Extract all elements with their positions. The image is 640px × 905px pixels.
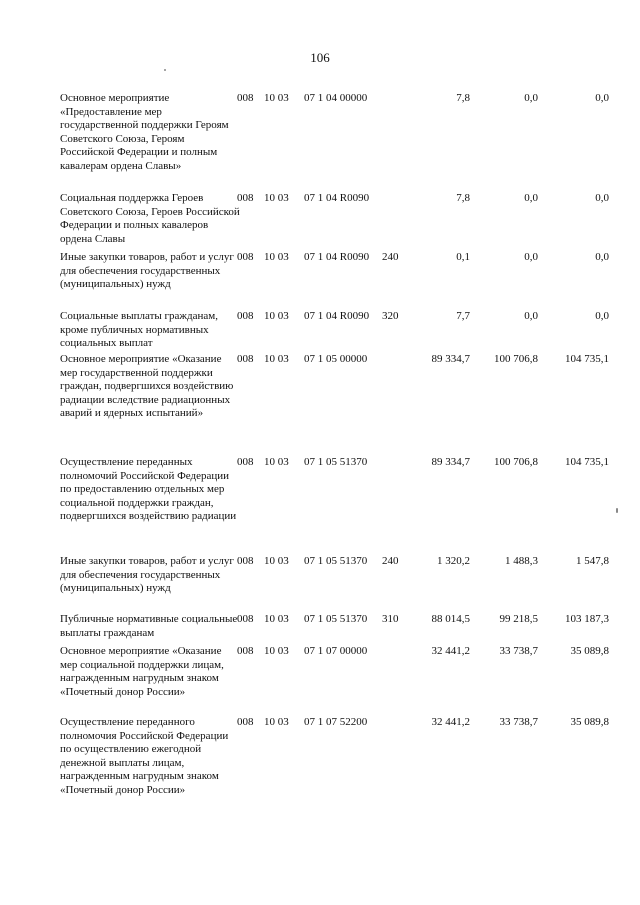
target-article-code: 07 1 07 00000 [304, 645, 368, 657]
target-article-code: 07 1 04 R0090 [304, 251, 370, 263]
row-name: Осуществление переданных полномочий Российской Федерации по предоставлению отдельных мер социальной поддержки граждан, подвергшихся воздействию радиации [60, 456, 237, 523]
section-code: 10 03 [264, 92, 289, 104]
row-name: Иные закупки товаров, работ и услуг для обеспечения государственных (муниципальных) нужд [60, 555, 234, 595]
target-article-code: 07 1 05 51370 [304, 555, 368, 567]
ministry-code: 008 [237, 555, 254, 567]
scan-speck [616, 508, 618, 513]
amount-2023: 0,1 [456, 251, 470, 263]
amount-2025: 0,0 [595, 92, 609, 104]
ministry-code: 008 [237, 310, 254, 322]
expense-type-code: 310 [382, 613, 399, 625]
amount-2024: 100 706,8 [494, 353, 538, 365]
row-name: Основное мероприятие «Оказание мер государственной поддержки граждан, подвергшихся воздействию радиации вследствие радиационных аварий и ядерных испытаний» [60, 353, 234, 420]
ministry-code: 008 [237, 192, 254, 204]
row-name: Основное мероприятие «Оказание мер социальной поддержки лицам, награжденным нагрудным знаком «Почетный донор России» [60, 645, 224, 698]
expense-type-code: 240 [382, 555, 399, 567]
amount-2024: 1 488,3 [505, 555, 538, 567]
target-article-code: 07 1 04 R0090 [304, 310, 370, 322]
amount-2023: 32 441,2 [431, 716, 470, 728]
expense-type-code: 320 [382, 310, 399, 322]
amount-2025: 35 089,8 [570, 716, 609, 728]
ministry-code: 008 [237, 613, 254, 625]
amount-2025: 35 089,8 [570, 645, 609, 657]
target-article-code: 07 1 04 R0090 [304, 192, 370, 204]
amount-2025: 104 735,1 [565, 353, 609, 365]
ministry-code: 008 [237, 92, 254, 104]
amount-2025: 0,0 [595, 310, 609, 322]
target-article-code: 07 1 05 00000 [304, 353, 368, 365]
amount-2024: 0,0 [524, 92, 538, 104]
ministry-code: 008 [237, 353, 254, 365]
row-name: Социальная поддержка Героев Советского Союза, Героев Российской Федерации и полных кавалеров ордена Славы [60, 192, 240, 245]
amount-2025: 0,0 [595, 192, 609, 204]
row-name: Иные закупки товаров, работ и услуг для обеспечения государственных (муниципальных) нужд [60, 251, 234, 291]
ministry-code: 008 [237, 251, 254, 263]
amount-2023: 7,7 [456, 310, 470, 322]
page-number: 106 [310, 50, 330, 65]
target-article-code: 07 1 05 51370 [304, 613, 368, 625]
amount-2024: 33 738,7 [499, 645, 538, 657]
amount-2025: 104 735,1 [565, 456, 609, 468]
amount-2025: 1 547,8 [576, 555, 609, 567]
section-code: 10 03 [264, 645, 289, 657]
amount-2023: 7,8 [456, 92, 470, 104]
amount-2024: 0,0 [524, 251, 538, 263]
scan-speck [164, 69, 166, 71]
section-code: 10 03 [264, 353, 289, 365]
section-code: 10 03 [264, 251, 289, 263]
ministry-code: 008 [237, 716, 254, 728]
amount-2023: 88 014,5 [431, 613, 470, 625]
amount-2024: 33 738,7 [499, 716, 538, 728]
row-name: Осуществление переданного полномочия Российской Федерации по осуществлению ежегодной денежной выплаты лицам, награжденным нагрудным знаком «Почетный донор России» [60, 716, 229, 796]
amount-2023: 32 441,2 [431, 645, 470, 657]
section-code: 10 03 [264, 716, 289, 728]
section-code: 10 03 [264, 456, 289, 468]
target-article-code: 07 1 05 51370 [304, 456, 368, 468]
target-article-code: 07 1 04 00000 [304, 92, 368, 104]
amount-2023: 1 320,2 [437, 555, 470, 567]
amount-2024: 0,0 [524, 192, 538, 204]
amount-2024: 99 218,5 [499, 613, 538, 625]
amount-2023: 7,8 [456, 192, 470, 204]
amount-2025: 0,0 [595, 251, 609, 263]
section-code: 10 03 [264, 310, 289, 322]
ministry-code: 008 [237, 456, 254, 468]
amount-2024: 0,0 [524, 310, 538, 322]
ministry-code: 008 [237, 645, 254, 657]
row-name: Социальные выплаты гражданам, кроме публичных нормативных социальных выплат [60, 310, 218, 350]
row-name: Публичные нормативные социальные выплаты гражданам [60, 613, 238, 639]
section-code: 10 03 [264, 555, 289, 567]
expense-type-code: 240 [382, 251, 399, 263]
amount-2025: 103 187,3 [565, 613, 609, 625]
row-name: Основное мероприятие «Предоставление мер государственной поддержки Героям Советского Союза, Героям Российской Федерации и полным кавалерам ордена Славы» [60, 92, 229, 172]
amount-2024: 100 706,8 [494, 456, 538, 468]
section-code: 10 03 [264, 192, 289, 204]
amount-2023: 89 334,7 [431, 456, 470, 468]
section-code: 10 03 [264, 613, 289, 625]
target-article-code: 07 1 07 52200 [304, 716, 368, 728]
amount-2023: 89 334,7 [431, 353, 470, 365]
